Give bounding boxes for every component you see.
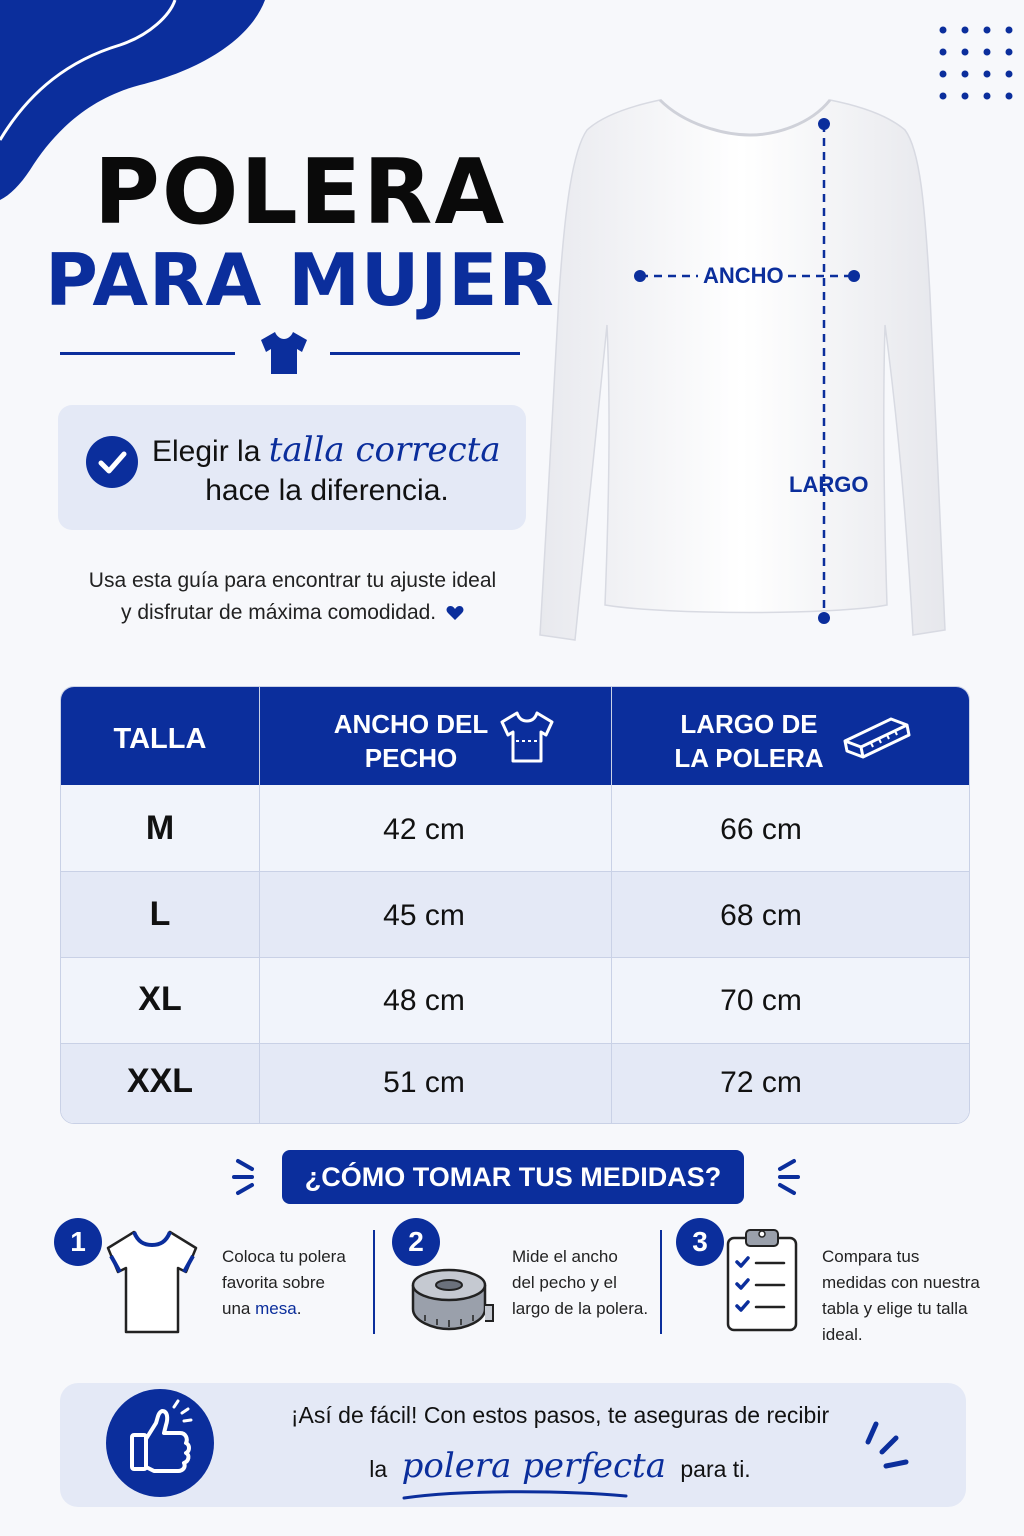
step-1-text (222, 1244, 346, 1322)
length-cell: 68 cm (720, 899, 802, 932)
tshirt-icon (102, 1228, 202, 1338)
chest-cell: 51 cm (383, 1066, 465, 1099)
step-1-line3-highlight: mesa (255, 1299, 297, 1318)
measurement-guides (630, 110, 870, 630)
length-cell: 70 cm (720, 984, 802, 1017)
step-3-line3: tabla y elige tu talla (822, 1299, 968, 1318)
footer-line2-suffix: para ti. (680, 1456, 751, 1482)
row-divider (61, 957, 969, 958)
title-divider-left (60, 352, 235, 355)
clipboard-checklist-icon (724, 1226, 800, 1334)
header-chest (311, 707, 511, 775)
footer-line2-prefix: la (369, 1456, 388, 1482)
tshirt-measure-icon (497, 709, 557, 765)
step-3-line2: medidas con nuestra (822, 1273, 980, 1292)
size-cell: M (145, 809, 175, 847)
step-1-line3-prefix: una (222, 1299, 251, 1318)
step-2-text (512, 1244, 648, 1322)
tip-line1 (152, 430, 501, 470)
step-number-1: 1 (54, 1218, 102, 1266)
guide-line2-text: y disfrutar de máxima comodidad. (121, 601, 437, 624)
size-cell: L (149, 895, 171, 933)
accent-strokes-decoration (862, 1418, 914, 1476)
step-2-line2: del pecho y el (512, 1273, 617, 1292)
chest-cell: 42 cm (383, 813, 465, 846)
header-length (649, 707, 849, 775)
step-1-line3-suffix: . (296, 1299, 302, 1318)
size-table (60, 686, 970, 1124)
tip-prefix: Elegir la (152, 435, 261, 468)
header-size: TALLA (113, 723, 207, 755)
tshirt-icon (258, 330, 310, 376)
step-separator (373, 1230, 375, 1334)
step-3-text (822, 1244, 980, 1348)
step-1-line2: favorita sobre (222, 1273, 325, 1292)
underline-swoosh-decoration (400, 1488, 630, 1502)
sparkle-left-icon (230, 1155, 270, 1199)
sparkle-right-icon (762, 1155, 802, 1199)
how-to-measure-banner: ¿CÓMO TOMAR TUS MEDIDAS? (282, 1150, 744, 1204)
title-divider-right (330, 352, 520, 355)
row-divider (61, 1043, 969, 1044)
guide-line2 (60, 597, 525, 629)
length-label: LARGO (789, 472, 869, 497)
size-cell: XL (138, 980, 182, 1018)
step-1-line3 (222, 1296, 346, 1322)
header-chest-line2: PECHO (364, 743, 458, 773)
footer-highlight: polera perfecta (401, 1446, 666, 1486)
step-2-line3: largo de la polera. (512, 1299, 649, 1318)
tip-highlight: talla correcta (268, 430, 501, 470)
chest-cell: 45 cm (383, 899, 465, 932)
width-label: ANCHO (703, 263, 784, 288)
header-chest-line1: ANCHO DEL (333, 709, 489, 739)
measuring-tape-header-icon (839, 711, 914, 763)
chest-cell: 48 cm (383, 984, 465, 1017)
thumbs-up-icon (106, 1389, 214, 1497)
footer-line2 (240, 1446, 880, 1486)
step-2-line1: Mide el ancho (512, 1247, 618, 1266)
tip-line2: hace la diferencia. (205, 474, 449, 507)
page-title-line2: PARA MUJER (45, 238, 555, 322)
measuring-tape-icon (405, 1265, 495, 1335)
step-1-line1: Coloca tu polera (222, 1247, 346, 1266)
page-title-line1: POLERA (93, 140, 507, 245)
header-length-line1: LARGO DE (680, 709, 818, 739)
guide-text (60, 565, 525, 629)
step-separator (660, 1230, 662, 1334)
step-3-line4: ideal. (822, 1325, 863, 1344)
check-circle-icon (86, 436, 138, 488)
footer-line1: ¡Así de fácil! Con estos pasos, te aseguras de recibir (290, 1402, 830, 1428)
row-divider (61, 871, 969, 872)
step-3-line1: Compara tus (822, 1247, 920, 1266)
heart-icon (446, 605, 464, 621)
step-number-2: 2 (392, 1218, 440, 1266)
size-cell: XXL (126, 1062, 194, 1100)
step-number-3: 3 (676, 1218, 724, 1266)
header-length-line2: LA POLERA (674, 743, 824, 773)
length-cell: 66 cm (720, 813, 802, 846)
length-cell: 72 cm (720, 1066, 802, 1099)
guide-line1: Usa esta guía para encontrar tu ajuste ideal (88, 569, 497, 592)
